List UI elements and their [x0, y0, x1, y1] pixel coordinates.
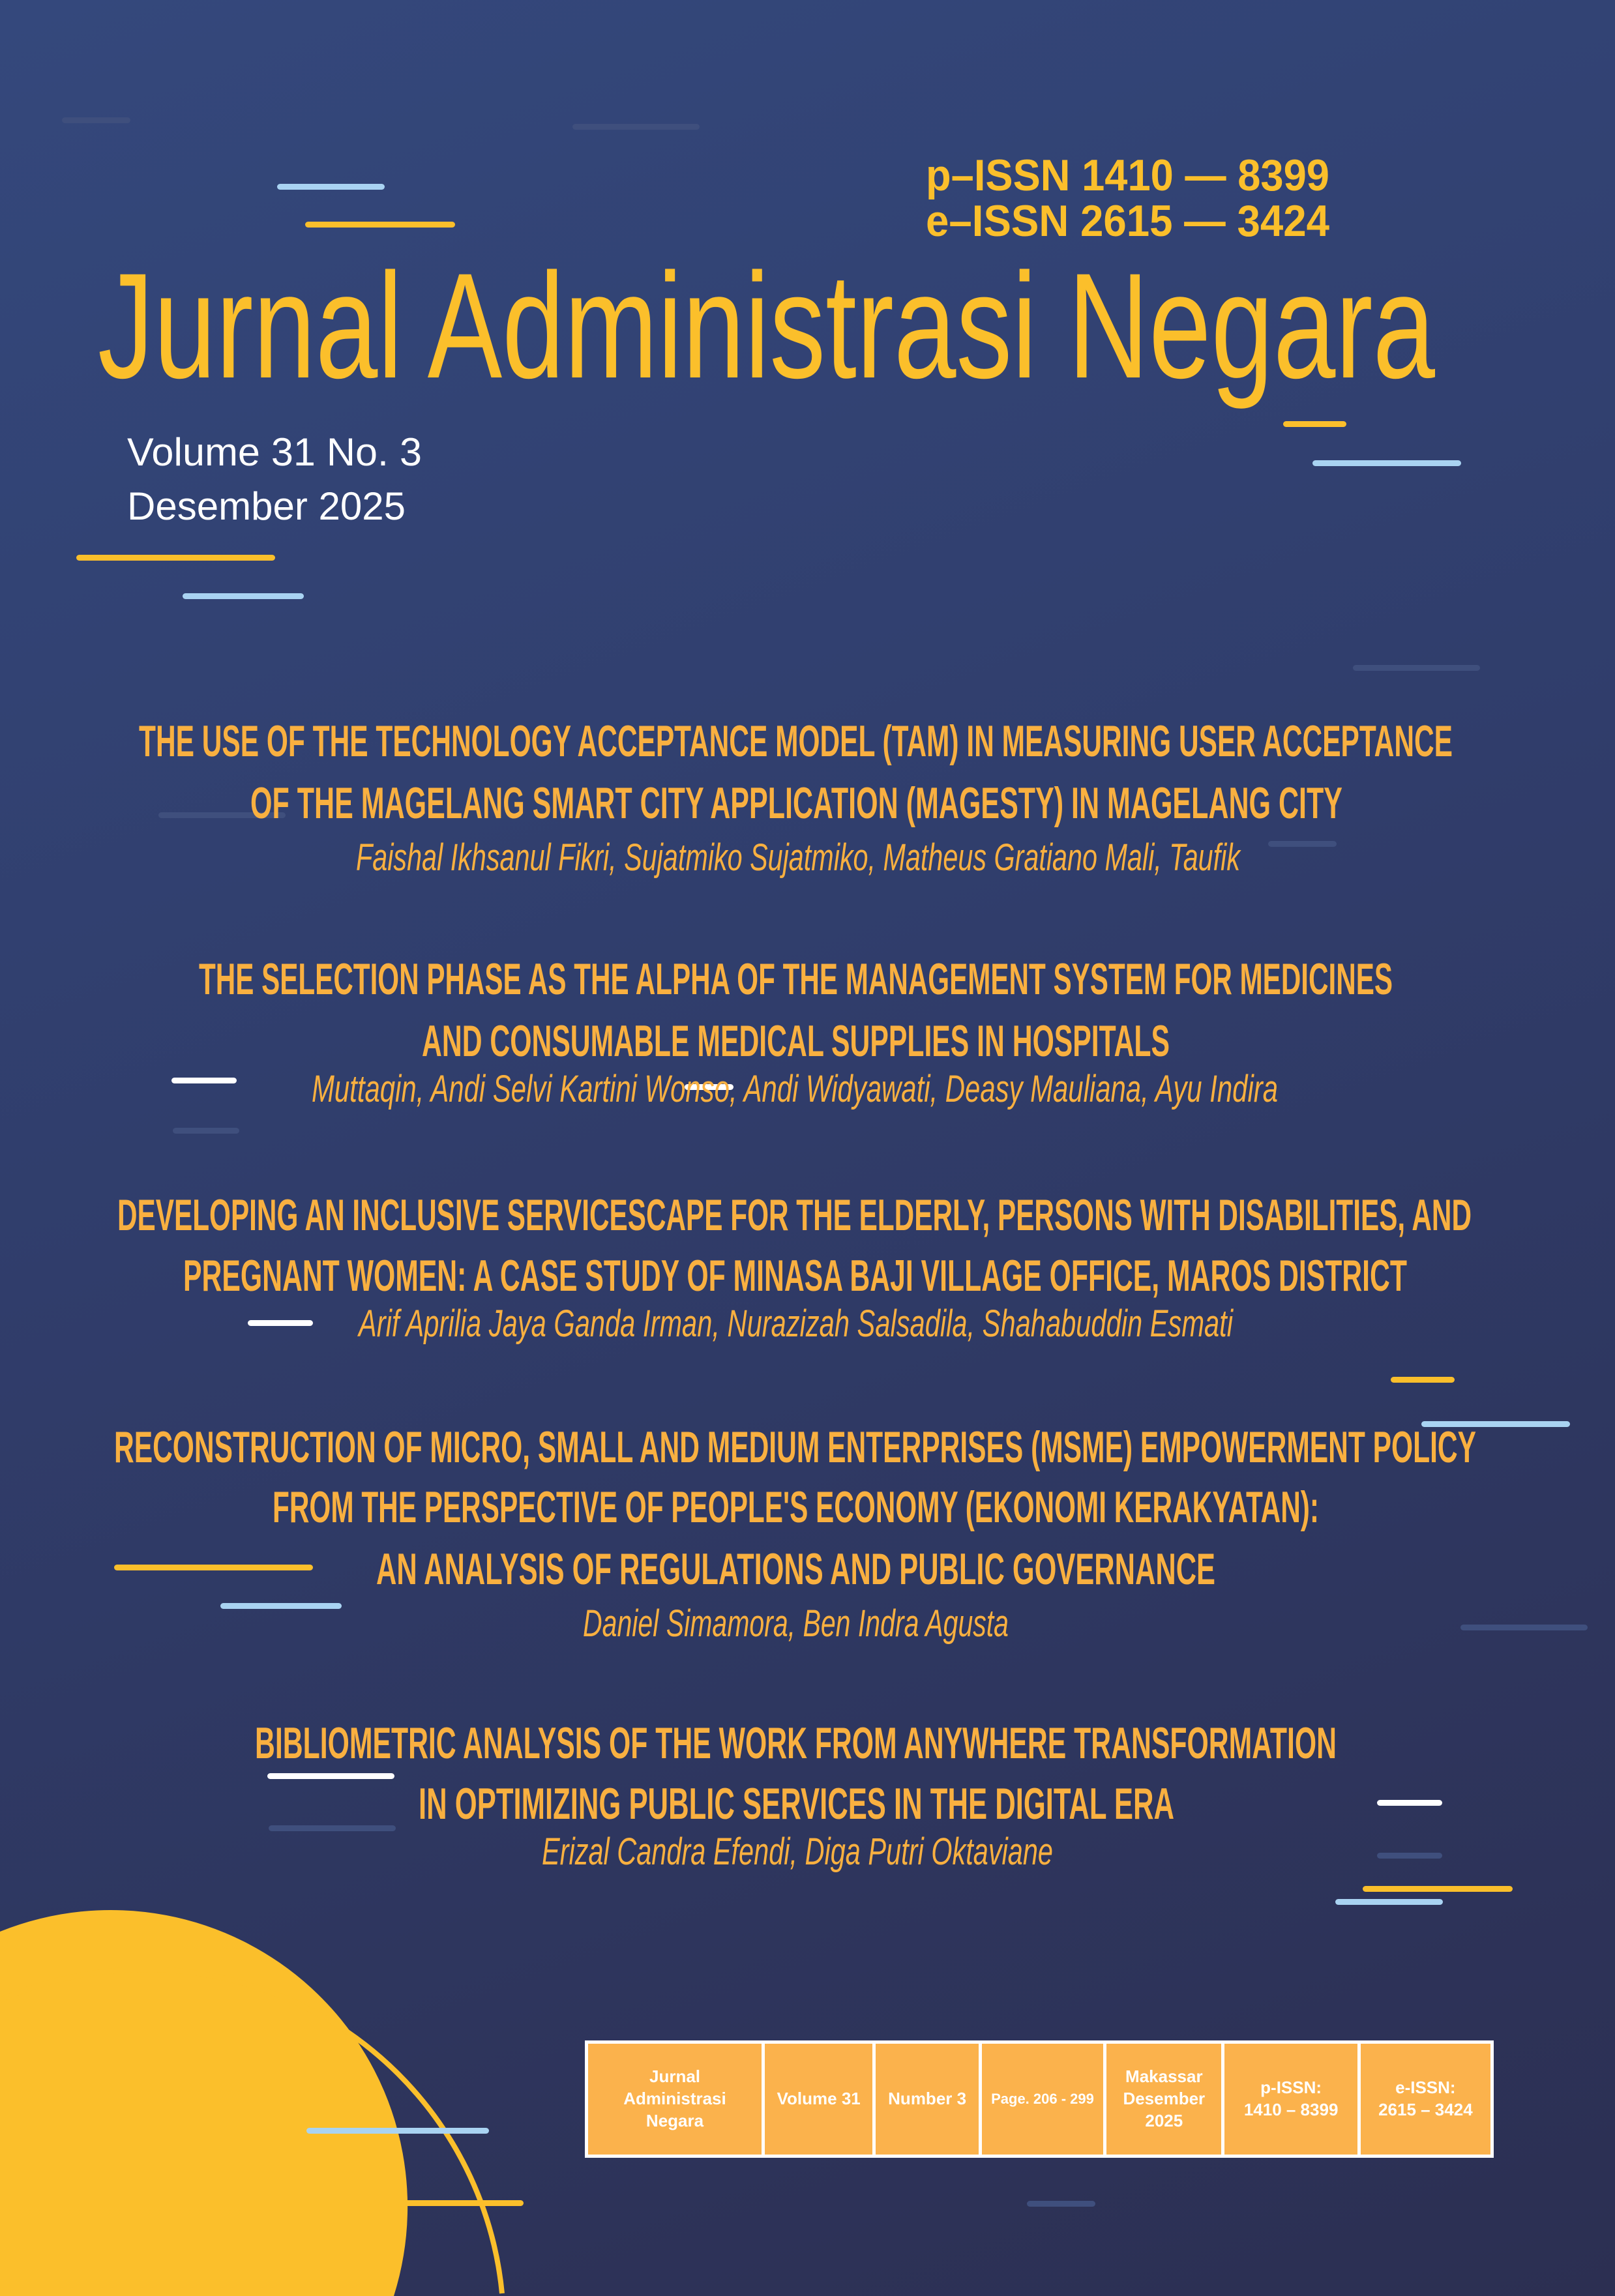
article-title-line: AND CONSUMABLE MEDICAL SUPPLIES IN HOSPITALS — [422, 1016, 1170, 1066]
article-4 — [114, 1422, 1476, 1645]
info-cell-electronic-issn: e-ISSN: 2615 – 3424 — [1361, 2044, 1490, 2155]
info-cell-journal: Jurnal Administrasi Negara — [588, 2044, 762, 2155]
dash — [1027, 2201, 1095, 2207]
info-cell-print-issn: p-ISSN: 1410 – 8399 — [1224, 2044, 1357, 2155]
info-cell-pages: Page. 206 - 299 — [982, 2044, 1103, 2155]
article-authors: Muttaqin, Andi Selvi Kartini Wonso, Andi Widyawati, Deasy Mauliana, Ayu Indira — [312, 1068, 1278, 1110]
article-title-line: BIBLIOMETRIC ANALYSIS OF THE WORK FROM ANYWHERE TRANSFORMATION — [255, 1718, 1337, 1768]
journal-title: Jurnal Administrasi Negara — [98, 242, 1436, 409]
article-title-line: AN ANALYSIS OF REGULATIONS AND PUBLIC GOVERNANCE — [376, 1544, 1215, 1594]
article-title-line: RECONSTRUCTION OF MICRO, SMALL AND MEDIUM ENTERPRISES (MSME) EMPOWERMENT POLICY — [114, 1422, 1476, 1472]
volume-number: Volume 31 No. 3 — [127, 430, 422, 474]
print-issn: p–ISSN 1410 — 8399 — [926, 151, 1329, 200]
info-cell-volume: Volume 31 — [765, 2044, 872, 2155]
issue-date: Desember 2025 — [127, 484, 406, 528]
article-title-line: THE SELECTION PHASE AS THE ALPHA OF THE MANAGEMENT SYSTEM FOR MEDICINES — [199, 954, 1393, 1004]
article-title-line: PREGNANT WOMEN: A CASE STUDY OF MINASA BAJI VILLAGE OFFICE, MAROS DISTRICT — [183, 1251, 1407, 1301]
filled-circle — [0, 1910, 407, 2296]
info-cell-place-date: Makassar Desember 2025 — [1106, 2044, 1221, 2155]
article-authors: Erizal Candra Efendi, Diga Putri Oktaviane — [542, 1831, 1053, 1873]
article-5 — [255, 1718, 1337, 1873]
article-3 — [117, 1190, 1472, 1345]
dash — [306, 2128, 489, 2134]
dash — [374, 2200, 524, 2206]
electronic-issn: e–ISSN 2615 — 3424 — [926, 196, 1330, 246]
article-authors: Daniel Simamora, Ben Indra Agusta — [583, 1602, 1009, 1645]
article-title-line: DEVELOPING AN INCLUSIVE SERVICESCAPE FOR THE ELDERLY, PERSONS WITH DISABILITIES, AND — [117, 1190, 1472, 1240]
article-title-line: FROM THE PERSPECTIVE OF PEOPLE'S ECONOMY (EKONOMI KERAKYATAN): — [273, 1482, 1319, 1532]
info-cell-number: Number 3 — [876, 2044, 978, 2155]
article-1 — [139, 716, 1453, 879]
article-title-line: IN OPTIMIZING PUBLIC SERVICES IN THE DIGITAL ERA — [419, 1779, 1174, 1829]
article-2 — [199, 954, 1393, 1110]
article-authors: Faishal Ikhsanul Fikri, Sujatmiko Sujatmiko, Matheus Gratiano Mali, Taufik — [356, 836, 1242, 879]
article-title-line: THE USE OF THE TECHNOLOGY ACCEPTANCE MODEL (TAM) IN MEASURING USER ACCEPTANCE — [139, 716, 1453, 766]
journal-info-table — [585, 2040, 1494, 2158]
article-title-line: OF THE MAGELANG SMART CITY APPLICATION (MAGESTY) IN MAGELANG CITY — [250, 778, 1342, 828]
article-authors: Arif Aprilia Jaya Ganda Irman, Nurazizah Salsadila, Shahabuddin Esmati — [357, 1303, 1234, 1345]
